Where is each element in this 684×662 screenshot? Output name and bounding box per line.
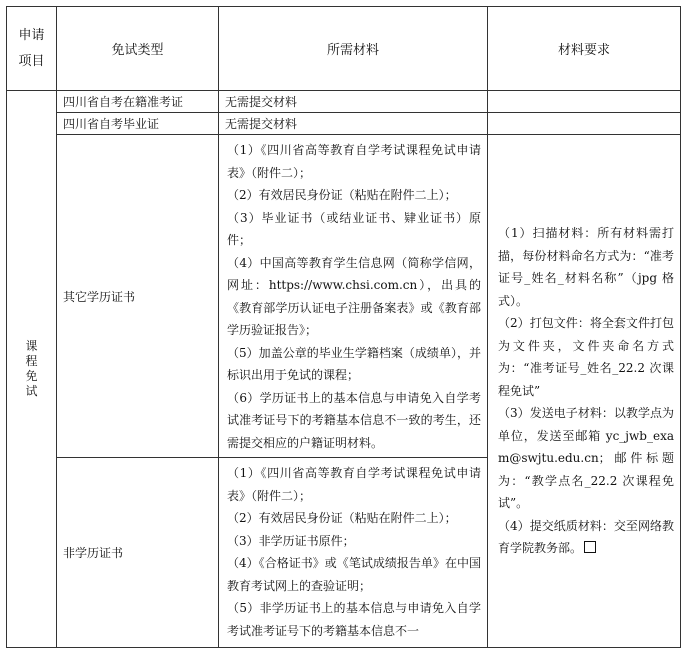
material-item: （2）有效居民身份证（粘贴在附件二上）；: [227, 511, 457, 525]
exemption-table: [6, 6, 681, 648]
table-row: [7, 113, 681, 135]
materials-cell: [219, 458, 488, 648]
material-item: （5）加盖公章的毕业生学籍档案（成绩单），并标识出用于免试的课程；: [227, 345, 481, 382]
material-item: （6）学历证书上的基本信息与申请免入自学考试准考证号下的考籍基本信息不一致的考生，还需提交相应的户籍证明材料。: [227, 390, 481, 450]
requirement-item: （4）提交纸质材料：交至网络教育学院教务部。: [498, 518, 674, 556]
exempt-type: 非学历证书: [57, 458, 219, 648]
requirement-item: （1）扫描材料：所有材料需打描，每份材料命名方式为：“准考证号_姓名_材料名称”（jpg 格式）。: [498, 226, 674, 308]
empty-cell: [488, 113, 681, 135]
material-item: （4）《合格证书》或《笔试成绩报告单》在中国教育考试网上的查验证明；: [227, 556, 481, 593]
checkbox-square-icon: [584, 541, 596, 553]
header-materials: 所需材料: [219, 7, 488, 91]
material-item: （5）非学历证书上的基本信息与申请免入自学考试准考证号下的考籍基本信息不一: [227, 601, 481, 638]
material-item: （4）中国高等教育学生信息网（简称学信网，网址：https://www.chsi.com.cn），出具的《教育部学历认证电子注册备案表》或《教育部学历验证报告》；: [227, 255, 481, 337]
table-row: [7, 135, 681, 458]
material-item: （3）非学历证书原件；: [227, 533, 355, 548]
header-exempt-type: 免试类型: [57, 7, 219, 91]
material-item: （2）有效居民身份证（粘贴在附件二上）；: [227, 188, 457, 202]
requirement-item: （3）发送电子材料：以教学点为单位，发送至邮箱 yc_jwb_exam@swjtu.edu.cn；邮件标题为：“教学点名_22.2 次课程免试”。: [498, 406, 674, 511]
material-item: （3）毕业证书（或结业证书、肄业证书）原件；: [227, 210, 481, 247]
material-item: （1）《四川省高等教育自学考试课程免试申请表》（附件二）；: [227, 466, 481, 503]
material-item: （1）《四川省高等教育自学考试课程免试申请表》（附件二）；: [227, 143, 481, 180]
exempt-type: 其它学历证书: [57, 135, 219, 458]
requirements-cell: [488, 135, 681, 648]
requirement-item: （2）打包文件：将全套文件打包为文件夹，文件夹命名方式为：“准考证号_姓名_22.2 次课程免试”: [498, 316, 674, 398]
table-row: [7, 91, 681, 113]
materials-cell: [219, 135, 488, 458]
materials-cell: 无需提交材料: [219, 113, 488, 135]
project-name: 课程免试: [25, 339, 38, 398]
project-name-cell: [7, 91, 57, 648]
header-row: [7, 7, 681, 91]
header-requirements: 材料要求: [488, 7, 681, 91]
empty-cell: [488, 91, 681, 113]
header-project: 申请 项目: [7, 7, 57, 91]
exempt-type: 四川省自考毕业证: [57, 113, 219, 135]
exempt-type: 四川省自考在籍准考证: [57, 91, 219, 113]
materials-cell: 无需提交材料: [219, 91, 488, 113]
